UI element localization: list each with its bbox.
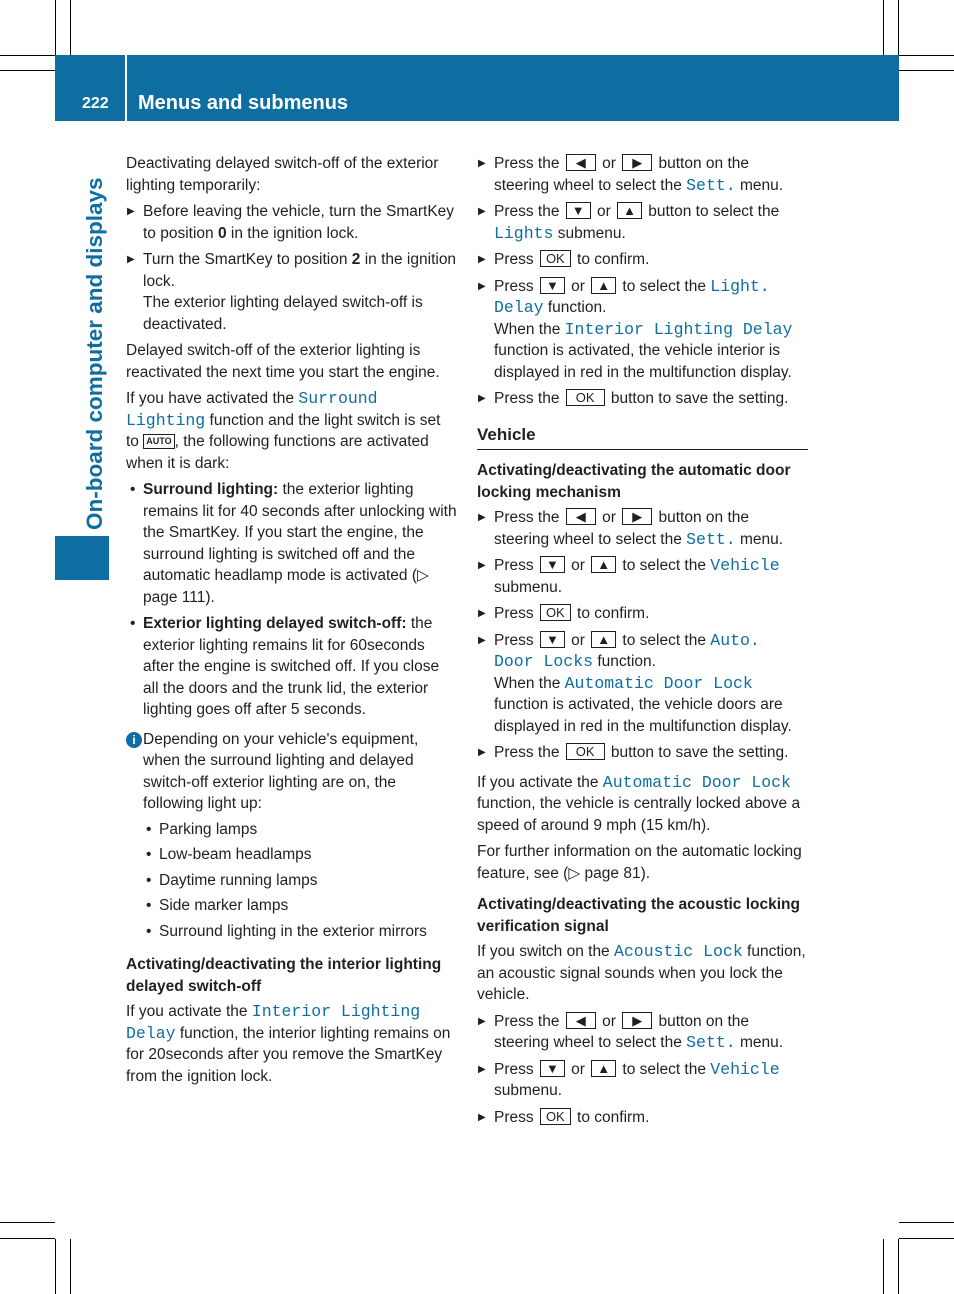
crop-mark <box>70 0 71 55</box>
subheading: Activating/deactivating the acoustic locking verification signal <box>477 896 800 935</box>
subheading: Activating/deactivating the interior lighting delayed switch-off <box>126 956 442 995</box>
auto-switch-icon: AUTO <box>143 434 174 449</box>
right-column <box>477 153 808 1133</box>
info-icon: i <box>126 732 142 748</box>
subheading: Activating/deactivating the automatic door locking mechanism <box>477 462 791 501</box>
display-term: Surround Lighting <box>126 389 378 430</box>
intro-text: Deactivating delayed switch-off of the exterior lighting temporarily: <box>126 155 439 194</box>
section-tab <box>55 536 109 580</box>
crop-mark <box>899 55 954 56</box>
step-confirm: ▶ Press OK to confirm. <box>477 249 808 271</box>
crop-mark <box>0 1238 55 1239</box>
ok-button-icon: OK <box>566 389 605 406</box>
crop-mark <box>883 0 884 55</box>
right-arrow-button-icon: ▶ <box>622 1012 652 1029</box>
up-arrow-button-icon: ▲ <box>591 556 616 573</box>
crop-mark <box>70 1239 71 1294</box>
list-item: • Low-beam headlamps <box>126 844 457 866</box>
section-heading: Vehicle <box>477 424 808 451</box>
crop-mark <box>55 0 56 55</box>
page-header <box>55 55 899 121</box>
step-save: ▶ Press the OK button to save the setting. <box>477 742 808 764</box>
up-arrow-button-icon: ▲ <box>591 1060 616 1077</box>
left-arrow-button-icon: ◀ <box>566 1012 596 1029</box>
step-confirm: ▶ Press OK to confirm. <box>477 1107 808 1129</box>
left-column <box>126 153 457 1092</box>
step-select-sett: ▶ Press the ◀ or ▶ button on the steering wheel to select the Sett. menu. <box>477 507 808 550</box>
right-arrow-button-icon: ▶ <box>622 508 652 525</box>
crop-mark <box>0 55 55 56</box>
down-arrow-button-icon: ▼ <box>540 1060 565 1077</box>
up-arrow-button-icon: ▲ <box>591 631 616 648</box>
down-arrow-button-icon: ▼ <box>566 202 591 219</box>
down-arrow-button-icon: ▼ <box>540 631 565 648</box>
list-item: • Parking lamps <box>126 819 457 841</box>
display-term: Interior Lighting Delay <box>126 1002 421 1043</box>
up-arrow-button-icon: ▲ <box>617 202 642 219</box>
down-arrow-button-icon: ▼ <box>540 556 565 573</box>
page-number: 222 <box>82 95 109 112</box>
step-result: The exterior lighting delayed switch-off is deactivated. <box>143 294 423 333</box>
step-turn-key-0: ▶ Before leaving the vehicle, turn the SmartKey to position 0 in the ignition lock. <box>126 201 457 244</box>
paragraph: If you switch on the Acoustic Lock function, an acoustic signal sounds when you lock the vehicle. <box>477 942 806 1003</box>
paragraph: For further information on the automatic locking feature, see (▷ page 81). <box>477 843 802 882</box>
crop-mark <box>898 1239 899 1294</box>
up-arrow-button-icon: ▲ <box>591 277 616 294</box>
section-title: On-board computer and displays <box>82 177 107 530</box>
list-item: • Daytime running lamps <box>126 870 457 892</box>
crop-mark <box>899 1222 954 1223</box>
step-select-light-delay: ▶ Press ▼ or ▲ to select the Light. Delay function. When the Interior Lighting Delay function is activated, the vehicle interior is displayed in red in the multifunction display. <box>477 276 808 384</box>
crop-mark <box>899 70 954 71</box>
left-arrow-button-icon: ◀ <box>566 508 596 525</box>
bullet-item: • Exterior lighting delayed switch-off: the exterior lighting remains lit for 60seconds after the engine is switched off. If you close all the doors and the trunk lid, the exterior lighting goes off after 5 seconds. <box>126 613 457 721</box>
ok-button-icon: OK <box>566 743 605 760</box>
down-arrow-button-icon: ▼ <box>540 277 565 294</box>
left-arrow-button-icon: ◀ <box>566 154 596 171</box>
page-title: Menus and submenus <box>138 92 349 114</box>
paragraph: If you activate the Automatic Door Lock function, the vehicle is centrally locked above a speed of around 9 mph (15 km/h). <box>477 772 801 834</box>
right-arrow-button-icon: ▶ <box>622 154 652 171</box>
crop-mark <box>899 1238 954 1239</box>
header-divider <box>125 55 127 121</box>
list-item: • Side marker lamps <box>126 895 457 917</box>
step-select-vehicle: ▶ Press ▼ or ▲ to select the Vehicle submenu. <box>477 1059 808 1102</box>
step-select-sett: ▶ Press the ◀ or ▶ button on the steering wheel to select the Sett. menu. <box>477 153 808 196</box>
crop-mark <box>0 1222 55 1223</box>
bullet-item: • Surround lighting: the exterior lighting remains lit for 40 seconds after unlocking with the SmartKey. If you start the engine, the surround lighting is switched off and the automatic headlamp mode is activated (▷ page 111). <box>126 479 457 608</box>
step-select-lights: ▶ Press the ▼ or ▲ button to select the Lights submenu. <box>477 201 808 244</box>
crop-mark <box>55 1239 56 1294</box>
ok-button-icon: OK <box>540 250 571 267</box>
list-item: • Surround lighting in the exterior mirrors <box>126 921 457 943</box>
step-confirm: ▶ Press OK to confirm. <box>477 603 808 625</box>
crop-mark <box>0 70 55 71</box>
ok-button-icon: OK <box>540 604 571 621</box>
info-note: i Depending on your vehicle's equipment, when the surround lighting and delayed switch-off exterior lighting are on, the following light up: <box>126 729 457 815</box>
paragraph: Delayed switch-off of the exterior lighting is reactivated the next time you start the engine. <box>126 342 440 381</box>
crop-mark <box>898 0 899 55</box>
ok-button-icon: OK <box>540 1108 571 1125</box>
step-select-auto-door-locks: ▶ Press ▼ or ▲ to select the Auto. Door Locks function. When the Automatic Door Lock function is activated, the vehicle doors are displayed in red in the multifunction display. <box>477 630 808 738</box>
step-save: ▶ Press the OK button to save the setting. <box>477 388 808 410</box>
step-select-sett: ▶ Press the ◀ or ▶ button on the steering wheel to select the Sett. menu. <box>477 1011 808 1054</box>
paragraph: If you have activated the Surround Lighting function and the light switch is set to AUTO , the following functions are activated when it is dark: <box>126 389 441 472</box>
paragraph: If you activate the Interior Lighting Delay function, the interior lighting remains on for 20seconds after you remove the SmartKey from the ignition lock. <box>126 1002 451 1085</box>
step-turn-key-2: ▶ Turn the SmartKey to position 2 in the ignition lock. The exterior lighting delayed switch-off is deactivated. <box>126 249 457 335</box>
crop-mark <box>883 1239 884 1294</box>
step-select-vehicle: ▶ Press ▼ or ▲ to select the Vehicle submenu. <box>477 555 808 598</box>
